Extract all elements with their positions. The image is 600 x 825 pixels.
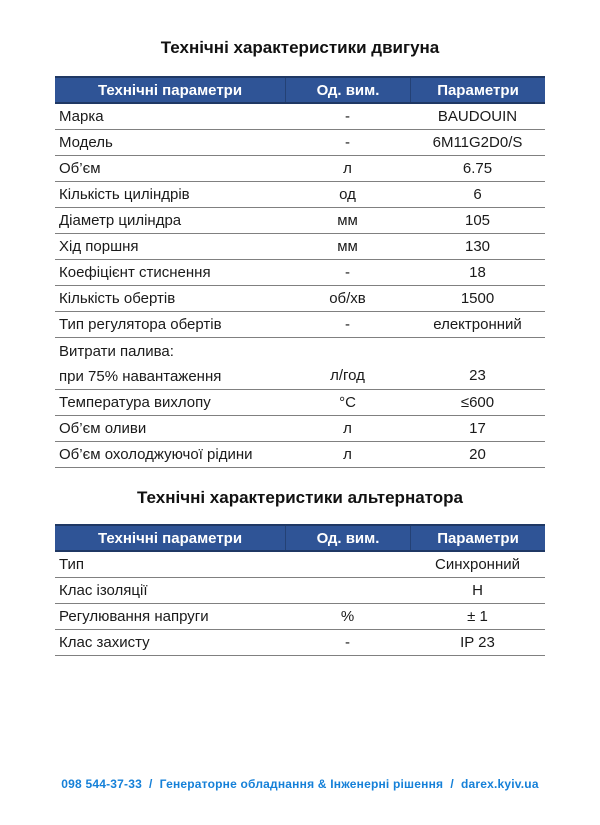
unit-cell: л (343, 160, 352, 177)
table-row (55, 604, 545, 630)
table-row (55, 234, 545, 260)
parameter-label: Клас ізоляції (59, 582, 148, 599)
unit-cell: л/год (330, 367, 365, 384)
unit-cell: л (343, 446, 352, 463)
footer-slash-icon: / (149, 777, 153, 791)
unit-cell (285, 552, 410, 577)
table-row (55, 630, 545, 656)
unit-cell: - (345, 108, 350, 125)
parameter-cell (55, 442, 285, 467)
unit-cell: - (345, 634, 350, 651)
value-cell: BAUDOUIN (437, 108, 518, 125)
parameter-cell (55, 234, 285, 259)
table-row (55, 390, 545, 416)
column-header-parameters: Технічні параметри (97, 529, 243, 547)
value-cell: 130 (464, 238, 491, 255)
parameter-label: Тип регулятора обертів (59, 316, 222, 333)
value-cell: Синхронний (434, 556, 520, 573)
alternator-table-body (55, 552, 545, 656)
parameter-label: Діаметр циліндра (59, 212, 182, 229)
unit-cell: л (343, 420, 352, 437)
footer-separator (454, 777, 461, 791)
parameter-cell (55, 338, 285, 389)
parameter-cell (55, 552, 285, 577)
parameter-label: Об’єм охолоджуючої рідини (59, 446, 253, 463)
parameter-cell (55, 208, 285, 233)
value-cell: 23 (469, 367, 486, 384)
footer-phone: 098 544-37-33 (61, 777, 142, 791)
parameter-label: Кількість циліндрів (59, 186, 190, 203)
value-cell: IP 23 (460, 634, 495, 651)
parameter-cell (55, 130, 285, 155)
value-cell: 6 (473, 186, 482, 203)
parameter-label: Марка (59, 108, 104, 125)
unit-cell: - (345, 264, 350, 281)
table-row (55, 416, 545, 442)
unit-cell: мм (337, 238, 358, 255)
parameter-cell (55, 630, 285, 655)
parameter-label: Об’єм оливи (59, 420, 147, 437)
engine-table-header-row (55, 76, 545, 104)
parameter-cell (55, 286, 285, 311)
table-row (55, 552, 545, 578)
parameter-label: Клас захисту (59, 634, 150, 651)
value-cell: ≤600 (460, 394, 495, 411)
parameter-cell (55, 390, 285, 415)
table-row (55, 578, 545, 604)
parameter-label-line2: при 75% навантаження (59, 367, 222, 385)
value-cell: 17 (469, 420, 486, 437)
unit-cell: об/хв (329, 290, 366, 307)
footer-separator (142, 777, 149, 791)
parameter-label: Коефіцієнт стиснення (59, 264, 211, 281)
unit-cell: °С (339, 394, 356, 411)
parameter-cell (55, 604, 285, 629)
value-cell: 6M11G2D0/S (432, 134, 523, 151)
table-row (55, 338, 545, 390)
value-cell: Н (472, 582, 483, 599)
table-row (55, 156, 545, 182)
value-cell: 105 (464, 212, 491, 229)
alternator-table (55, 524, 545, 656)
parameter-cell (55, 260, 285, 285)
table-row (55, 260, 545, 286)
parameter-cell (55, 416, 285, 441)
footer-separator (153, 777, 160, 791)
parameter-label: Модель (59, 134, 113, 151)
table-row (55, 208, 545, 234)
parameter-label: Регулювання напруги (59, 608, 209, 625)
column-header-unit: Од. вим. (285, 78, 410, 102)
table-row (55, 286, 545, 312)
parameter-label: Витрати палива: (59, 342, 174, 360)
parameter-label: Температура вихлопу (59, 394, 211, 411)
table-row (55, 442, 545, 468)
unit-cell: - (345, 134, 350, 151)
table-row (55, 182, 545, 208)
engine-section-title: Технічні характеристики двигуна (160, 38, 440, 57)
value-cell: 18 (469, 264, 486, 281)
parameter-cell (55, 156, 285, 181)
footer-tagline: Генераторне обладнання & Інженерні рішення (159, 777, 444, 791)
parameter-cell (55, 578, 285, 603)
table-row (55, 130, 545, 156)
document-page (0, 37, 600, 825)
alternator-table-header-row (55, 524, 545, 552)
parameter-label: Об’єм (59, 160, 101, 177)
footer-site: darex.kyiv.ua (460, 777, 539, 791)
value-cell: 1500 (460, 290, 495, 307)
value-cell: 6.75 (462, 160, 493, 177)
engine-table (55, 76, 545, 468)
unit-cell: од (339, 186, 356, 203)
parameter-cell (55, 312, 285, 337)
table-row (55, 104, 545, 130)
value-cell: ± 1 (467, 608, 488, 625)
parameter-label: Кількість обертів (59, 290, 176, 307)
unit-cell (285, 578, 410, 603)
unit-cell: мм (337, 212, 358, 229)
parameter-label: Тип (59, 556, 85, 573)
footer-contact-line (0, 777, 600, 791)
footer-slash-icon: / (450, 777, 454, 791)
table-row (55, 312, 545, 338)
parameter-cell (55, 182, 285, 207)
column-header-values: Параметри (410, 78, 545, 102)
parameter-cell (55, 104, 285, 129)
column-header-parameters: Технічні параметри (97, 81, 243, 99)
value-cell: 20 (469, 446, 486, 463)
column-header-values: Параметри (410, 526, 545, 550)
alternator-section-title: Технічні характеристики альтернатора (136, 488, 463, 507)
engine-table-body (55, 104, 545, 468)
parameter-label: Хід поршня (59, 238, 139, 255)
column-header-unit: Од. вим. (285, 526, 410, 550)
unit-cell: % (340, 608, 355, 625)
value-cell: електронний (433, 316, 522, 333)
unit-cell: - (345, 316, 350, 333)
